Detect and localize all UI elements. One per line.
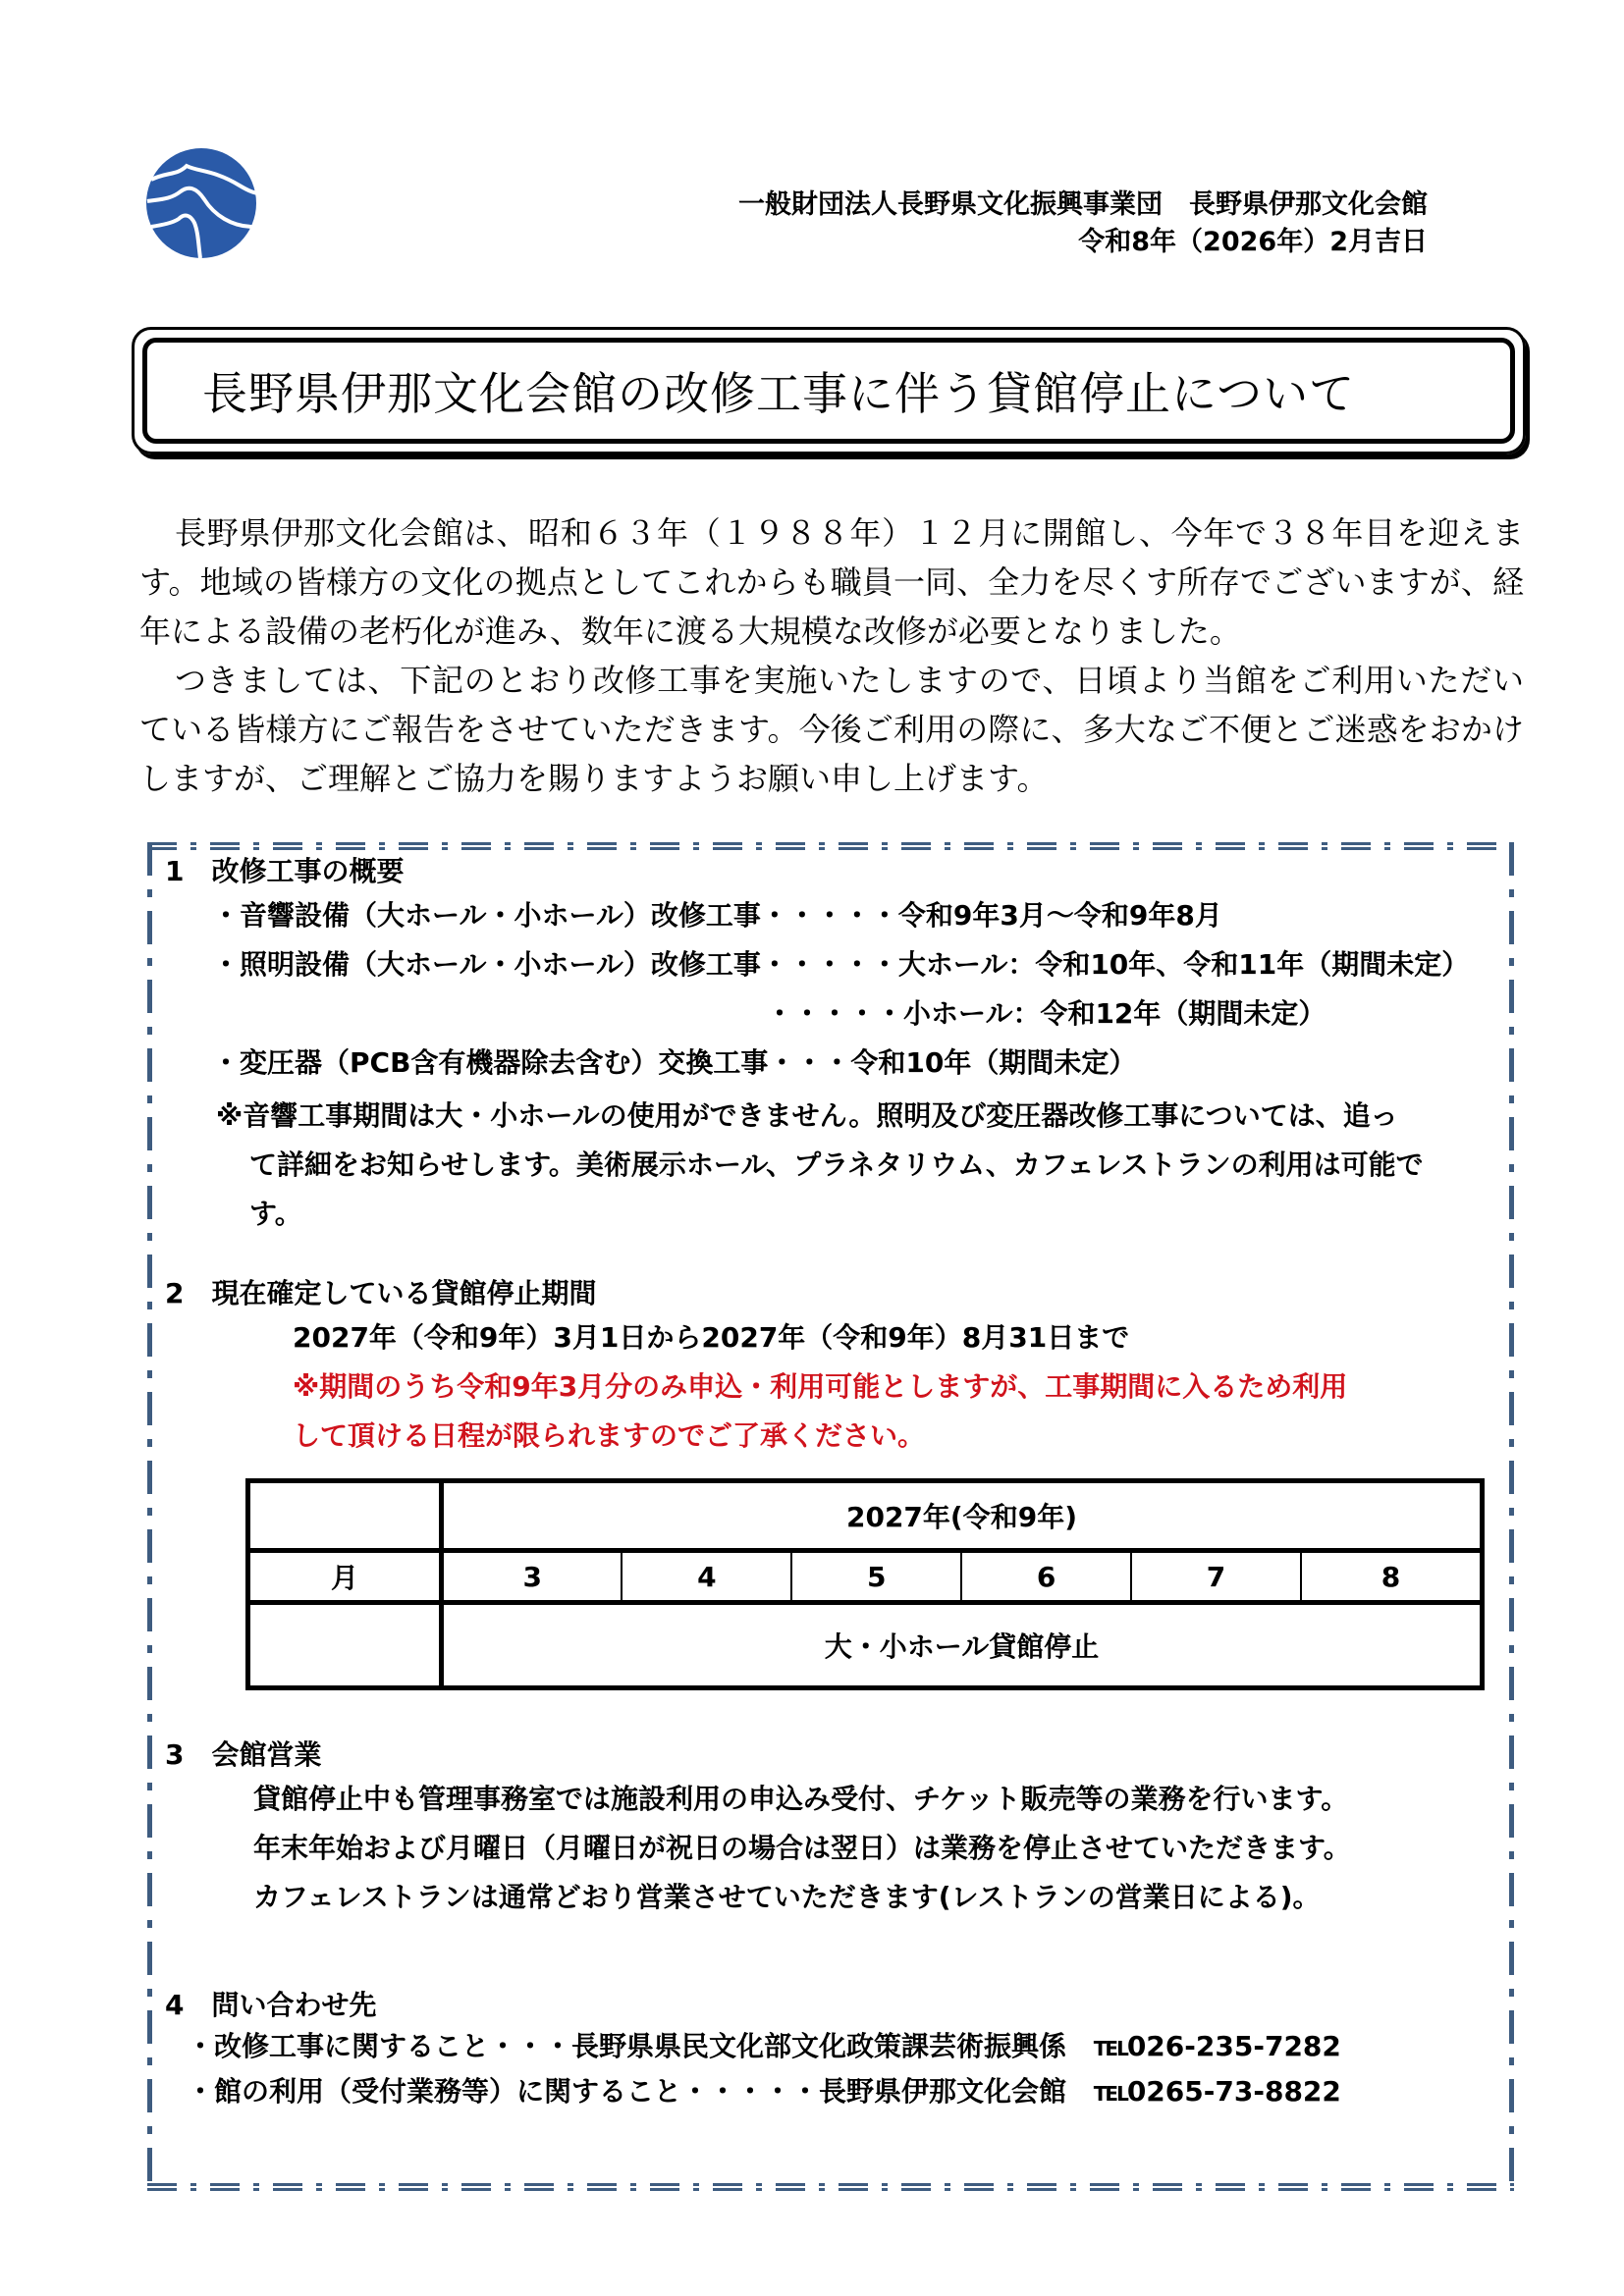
table-corner-cell (248, 1481, 442, 1551)
document-header (738, 187, 1428, 261)
dashed-border-left (147, 842, 152, 2191)
title-frame (132, 327, 1526, 454)
section-2-heading: 2 現在確定している貸館停止期間 (165, 1277, 597, 1309)
closure-schedule-table (245, 1478, 1485, 1690)
month-label: 月 (248, 1551, 442, 1603)
section-4-heading: 4 問い合わせ先 (165, 1989, 377, 2021)
operations-line: カフェレストランは通常どおり営業させていただきます(レストランの営業日による)。 (253, 1881, 1321, 1913)
operations-line: 年末年始および月曜日（月曜日が祝日の場合は翌日）は業務を停止させていただきます。 (253, 1832, 1351, 1864)
dashed-border-bottom (147, 2183, 1514, 2191)
month-cell: 5 (791, 1551, 961, 1603)
organization-name: 一般財団法人長野県文化振興事業団 長野県伊那文化会館 (738, 189, 1428, 220)
month-cell: 4 (622, 1551, 791, 1603)
month-cell: 7 (1131, 1551, 1301, 1603)
warning-line: して頂ける日程が限られますのでご了承ください。 (293, 1419, 926, 1452)
work-item: ・照明設備（大ホール・小ホール）改修工事・・・・・大ホール：令和10年、令和11年（期間未定） (212, 948, 1470, 981)
tel-icon: TEL (1093, 2037, 1127, 2060)
contact-phone[interactable]: 026-235-7282 (1126, 2030, 1341, 2062)
closure-period: 2027年（令和9年）3月1日から2027年（令和9年）8月31日まで (293, 1321, 1130, 1354)
month-cell: 3 (442, 1551, 623, 1603)
section-1-note-line: す。 (249, 1198, 302, 1230)
intro-paragraph-1: 長野県伊那文化会館は、昭和６３年（１９８８年）１２月に開館し、今年で３８年目を迎えます。地域の皆様方の文化の拠点としてこれからも職員一同、全力を尽くす所存でございますが、経年による設備の老朽化が進み、数年に渡る大規模な改修が必要となりました。 (139, 514, 1524, 650)
issue-date: 令和8年（2026年）2月吉日 (1078, 227, 1428, 257)
section-1-note-line: ※音響工事期間は大・小ホールの使用ができません。照明及び変圧器改修工事については、追っ (216, 1099, 1398, 1132)
month-cell: 6 (961, 1551, 1131, 1603)
document-title: 長野県伊那文化会館の改修工事に伴う貸館停止について (202, 367, 1356, 420)
intro-paragraph-2: つきましては、下記のとおり改修工事を実施いたしますので、日頃より当館をご利用いただいている皆様方にご報告をさせていただきます。今後ご利用の際に、多大なご不便とご迷惑をおかけしますが、ご理解とご協力を賜りますようお願い申し上げます。 (139, 662, 1524, 797)
section-office-operations (165, 1735, 1494, 1922)
status-label-cell (248, 1603, 442, 1688)
notice-box (147, 842, 1514, 2191)
foundation-logo-icon (137, 142, 265, 260)
warning-line: ※期間のうち令和9年3月分のみ申込・利用可能としますが、工事期間に入るため利用 (293, 1370, 1348, 1403)
section-1-note-line: て詳細をお知らせします。美術展示ホール、プラネタリウム、カフェレストランの利用は可能で (249, 1148, 1424, 1181)
work-item: ・変圧器（PCB含有機器除去含む）交換工事・・・令和10年（期間未定） (212, 1046, 1137, 1079)
closure-status: 大・小ホール貸館停止 (442, 1603, 1483, 1688)
month-cell: 8 (1301, 1551, 1483, 1603)
section-closure-period (165, 1274, 1494, 1461)
dashed-border-top (147, 842, 1514, 850)
contact-item (165, 2025, 1494, 2070)
contact-phone[interactable]: 0265-73-8822 (1126, 2075, 1341, 2108)
tel-icon: TEL (1093, 2082, 1127, 2106)
contact-item (165, 2070, 1494, 2115)
dashed-border-right (1509, 842, 1514, 2191)
work-item-continuation: ・・・・・小ホール：令和12年（期間未定） (766, 997, 1326, 1030)
section-1-heading: 1 改修工事の概要 (165, 855, 405, 887)
section-contacts (165, 1986, 1494, 2115)
intro-text (139, 508, 1524, 803)
year-header: 2027年(令和9年) (442, 1481, 1483, 1551)
contact-label: ・館の利用（受付業務等）に関すること・・・・・長野県伊那文化会館 (187, 2075, 1067, 2108)
section-3-heading: 3 会館営業 (165, 1738, 322, 1771)
title-inner-frame (142, 338, 1515, 444)
work-item: ・音響設備（大ホール・小ホール）改修工事・・・・・令和9年3月～令和9年8月 (212, 899, 1222, 932)
operations-line: 貸館停止中も管理事務室では施設利用の申込み受付、チケット販売等の業務を行います。 (253, 1783, 1349, 1815)
section-renovation-overview (165, 852, 1494, 1239)
contact-label: ・改修工事に関すること・・・長野県県民文化部文化政策課芸術振興係 (187, 2030, 1067, 2062)
